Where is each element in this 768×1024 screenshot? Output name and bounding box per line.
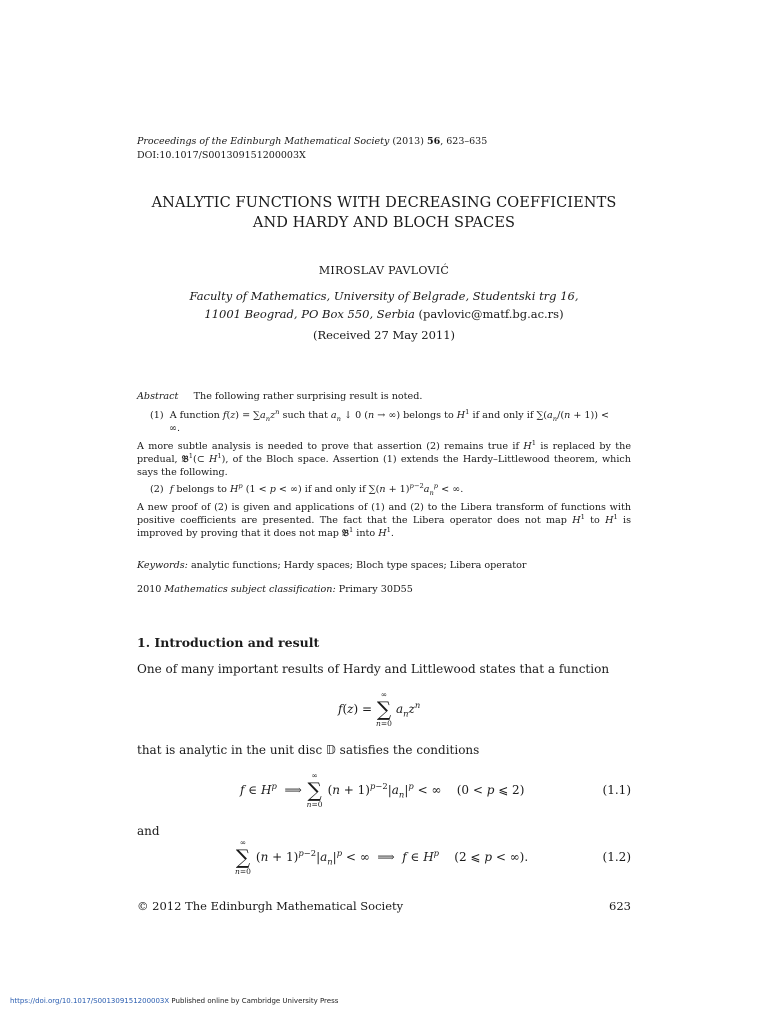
- title-line-1: ANALYTIC FUNCTIONS WITH DECREASING COEFFICIENTS: [151, 195, 617, 211]
- paper-title: [100, 193, 668, 233]
- keywords: [137, 559, 631, 572]
- item-2-number: (2): [150, 484, 164, 495]
- msc-label: Mathematics subject classification:: [164, 584, 336, 595]
- item-2-text-a: belongs to: [176, 484, 227, 495]
- affiliation: [100, 287, 668, 323]
- p2-text-c: , of the Bloch space. Assertion (1) extends the Hardy–Littlewood theorem, which says the following.: [137, 454, 631, 478]
- equation-1-1: f ∈ $H^p$ ⟹ ∞ ∑ n=0 $(n + 1)^{p-2}|a_n|^p$ < ∞ (0 < p ⩽ 2): [240, 771, 525, 809]
- journal-name: Proceedings of the Edinburgh Mathematical Society: [137, 136, 390, 147]
- abstract-item-2: (2) f belongs to $H^p$ (1 < p < ∞) if and only if $\sum(n + 1)^{p-2}a_n^p$ < ∞.: [150, 481, 464, 497]
- analytic-text-a: that is analytic in the unit disc: [137, 743, 323, 757]
- doi-text: DOI:10.1017/S001309151200003X: [137, 150, 306, 161]
- equation-number-1-1: (1.1): [602, 783, 631, 797]
- equation-number-1-2: (1.2): [602, 850, 631, 864]
- journal-pages: , 623–635: [440, 136, 488, 147]
- intro-text: One of many important results of Hardy and Littlewood states that a function: [137, 662, 610, 676]
- equation-1-2: ∞ ∑ n=0 $(n + 1)^{p-2}|a_n|^p$ < ∞ ⟹ f ∈ $H^p$ (2 ⩽ p < ∞).: [235, 838, 529, 876]
- item-1-text-c: belongs to: [403, 410, 454, 421]
- affiliation-line-2: 11001 Beograd, PO Box 550, Serbia: [204, 307, 415, 321]
- author-email: (pavlovic@matf.bg.ac.rs): [418, 307, 564, 321]
- p2-text-a: A more subtle analysis is needed to prove that assertion (2) remains true if: [137, 441, 520, 452]
- item-1-text-d: if and only if: [472, 410, 534, 421]
- doi-footer: [10, 997, 338, 1005]
- p3-text-b: to: [590, 515, 600, 526]
- abstract-paragraph-2: A more subtle analysis is needed to prove that assertion (2) remains true if $H^1$ is replaced by the predual, 𝔅$^1$(⊂ $H^1$), of the Bloch space. Assertion (1) extends the Hardy–Littlewood theorem, which says the following.: [137, 438, 631, 478]
- author-name: MIROSLAV PAVLOVIĆ: [318, 264, 450, 277]
- p3-text-d: into: [356, 528, 376, 539]
- abstract-label: Abstract: [137, 391, 179, 402]
- affiliation-line-1: Faculty of Mathematics, University of Belgrade, Studentski trg 16,: [189, 289, 579, 303]
- abstract-intro-text: The following rather surprising result is noted.: [193, 391, 423, 402]
- analytic-text-b: satisfies the conditions: [339, 743, 480, 757]
- item-1-number: (1): [150, 410, 164, 421]
- keywords-text: analytic functions; Hardy spaces; Bloch type spaces; Libera operator: [190, 560, 527, 571]
- abstract-intro: [137, 390, 631, 403]
- received-date: (Received 27 May 2011): [312, 328, 456, 342]
- abstract-paragraph-3: A new proof of (2) is given and applications of (1) and (2) to the Libera transform of functions with positive coefficients are presented. The fact that the Libera operator does not map $H^1$ to $H^1$ is improved by proving that it does not map 𝔅$^1$ into $H^1$.: [137, 502, 631, 539]
- msc-value: Primary 30D55: [338, 584, 413, 595]
- p3-text-a: A new proof of (2) is given and applications of (1) and (2) to the Libera transform of functions with positive coefficients are presented. The fact that the Libera operator does not map: [137, 502, 631, 526]
- p3-text-c: is improved by proving that it does not map: [137, 515, 631, 539]
- series-equation: f(z) = ∞ ∑ n=0 $a_nz^n$: [338, 690, 421, 728]
- msc-classification: [137, 583, 631, 596]
- keywords-label: Keywords:: [137, 560, 188, 571]
- page-number: 623: [609, 899, 631, 913]
- journal-citation: [137, 135, 487, 148]
- doi-link[interactable]: https://doi.org/10.1017/S001309151200003X: [10, 997, 170, 1005]
- item-1-text-b: such that: [282, 410, 328, 421]
- journal-year: (2013): [392, 136, 424, 147]
- published-online-text: Published online by Cambridge University Press: [171, 997, 339, 1005]
- analytic-text: that is analytic in the unit disc 𝔻 satisfies the conditions: [137, 743, 480, 757]
- section-heading: 1. Introduction and result: [137, 635, 320, 650]
- copyright: © 2012 The Edinburgh Mathematical Society: [137, 899, 404, 913]
- and-text: and: [137, 824, 160, 838]
- item-1-text-a: A function: [169, 410, 220, 421]
- p2-text-b: is replaced by the predual,: [137, 441, 631, 465]
- title-line-2: AND HARDY AND BLOCH SPACES: [252, 215, 516, 231]
- item-2-text-b: if and only if: [304, 484, 366, 495]
- msc-year: 2010: [137, 584, 162, 595]
- journal-volume: 56: [426, 136, 441, 147]
- abstract-item-1: (1) A function $f(z) = \sum a_nz^n$ such that $a_n$ ↓ 0 (n → ∞) belongs to $H^1$ if and only if $\sum(a_n/(n + 1))$ < ∞.: [150, 407, 610, 434]
